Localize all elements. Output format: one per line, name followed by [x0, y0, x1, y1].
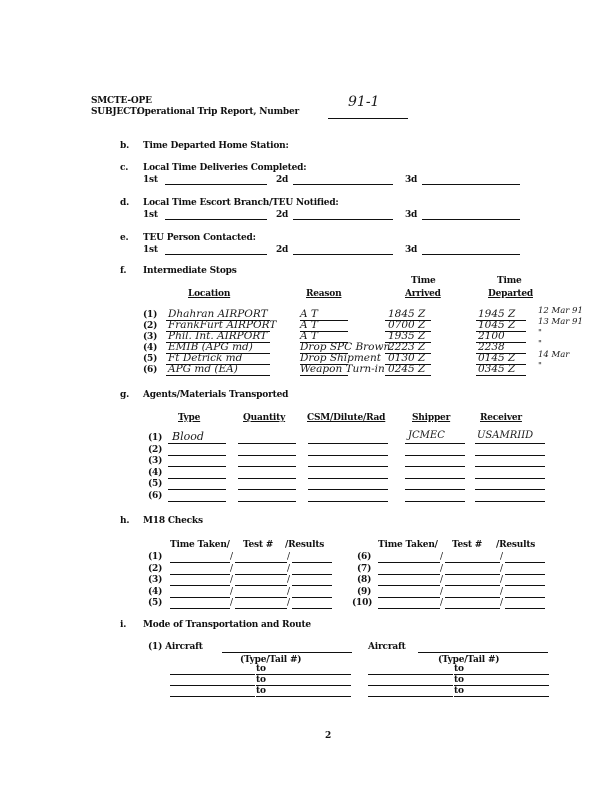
- d-3d-label: 3d: [405, 210, 418, 220]
- section-b-letter: b.: [120, 141, 130, 151]
- stop-note: 13 Mar 91: [538, 317, 583, 327]
- agent-type: Blood: [172, 430, 204, 443]
- agent-row-number: (1): [148, 433, 163, 443]
- m18-right-time-line: [378, 574, 440, 575]
- stop-arrived-line: [385, 375, 431, 376]
- agent-quantity-line: [238, 466, 296, 467]
- m18-right-slash-1: /: [440, 552, 443, 562]
- h-left-results-header: /Results: [285, 540, 325, 550]
- agent-type-line: [168, 501, 226, 502]
- e-2d-label: 2d: [276, 245, 289, 255]
- section-e-title: TEU Person Contacted:: [143, 233, 256, 243]
- agent-receiver-line: [475, 478, 545, 479]
- stop-departed: 1945 Z: [478, 308, 516, 320]
- m18-right-results-line: [505, 608, 545, 609]
- agent-csm-line: [308, 489, 388, 490]
- stop-reason-line: [300, 375, 348, 376]
- section-h-letter: h.: [120, 516, 130, 526]
- section-i-title: Mode of Transportation and Route: [143, 620, 311, 630]
- office-symbol: SMCTE-OPE: [91, 96, 152, 106]
- m18-left-row-number: (4): [148, 586, 163, 597]
- m18-right-slash-1: /: [440, 598, 443, 608]
- stop-departed: 0145 Z: [478, 352, 516, 364]
- route-left-to-line: [256, 685, 351, 686]
- m18-right-slash-2: /: [500, 563, 503, 574]
- f-departed-header-2: Departed: [488, 289, 533, 299]
- stop-row-number: (2): [143, 321, 158, 331]
- m18-left-row-number: (2): [148, 563, 163, 574]
- stop-note: ": [538, 328, 542, 338]
- agent-row-number: (5): [148, 479, 163, 489]
- m18-left-time-line: [170, 562, 230, 563]
- m18-right-time-line: [378, 562, 440, 563]
- route-right-to: to: [454, 686, 464, 696]
- m18-left-time-line: [170, 585, 230, 586]
- f-location-header: Location: [188, 289, 231, 299]
- route-right-to-line: [454, 674, 549, 675]
- section-c-letter: c.: [120, 163, 129, 173]
- m18-left-test-line: [235, 597, 287, 598]
- m18-left-slash-2: /: [287, 586, 290, 597]
- g-shipper-header: Shipper: [412, 413, 451, 423]
- stop-departed: 0345 Z: [478, 363, 516, 375]
- subject-text: Operational Trip Report, Number: [137, 107, 300, 117]
- g-quantity-header: Quantity: [243, 413, 286, 423]
- m18-left-slash-2: /: [287, 575, 290, 585]
- m18-left-row-number: (3): [148, 575, 163, 585]
- h-left-test-header: Test #: [243, 540, 274, 550]
- route-right-to-line: [454, 685, 549, 686]
- agent-shipper-line: [405, 466, 465, 467]
- m18-left-row-number: (5): [148, 598, 163, 608]
- route-left-to-line: [256, 674, 351, 675]
- m18-left-row-number: (1): [148, 552, 163, 562]
- m18-left-results-line: [292, 608, 332, 609]
- stop-row-number: (6): [143, 365, 158, 375]
- agent-shipper-line: [405, 478, 465, 479]
- stop-row-number: (5): [143, 354, 158, 364]
- m18-right-test-line: [445, 585, 500, 586]
- m18-left-test-line: [235, 608, 287, 609]
- f-arrived-header-2: Arrived: [405, 289, 441, 299]
- stop-arrived: 0245 Z: [388, 363, 426, 375]
- m18-right-slash-2: /: [500, 575, 503, 585]
- stop-reason: Drop Shipment: [300, 352, 382, 364]
- e-1st-label: 1st: [143, 245, 158, 255]
- stop-row-number: (3): [143, 332, 158, 342]
- m18-left-results-line: [292, 597, 332, 598]
- agent-receiver-line: [475, 443, 545, 444]
- agent-receiver: USAMRIID: [477, 430, 534, 441]
- h-left-time-header: Time Taken/: [170, 540, 230, 550]
- m18-right-row-number: (10): [352, 598, 373, 608]
- stop-location: EMIB (APG md): [168, 341, 253, 353]
- e-3d-line: [422, 254, 520, 255]
- stop-arrived: 0700 Z: [388, 319, 426, 331]
- d-1st-label: 1st: [143, 210, 158, 220]
- stop-arrived: 1935 Z: [388, 330, 426, 342]
- stop-note: ": [538, 339, 542, 349]
- agent-type-line: [168, 489, 226, 490]
- m18-right-slash-1: /: [440, 575, 443, 585]
- m18-right-results-line: [505, 562, 545, 563]
- m18-left-slash-1: /: [230, 575, 233, 585]
- agent-csm-line: [308, 466, 388, 467]
- report-number: 91-1: [348, 94, 380, 110]
- agent-shipper-line: [405, 455, 465, 456]
- stop-row-number: (1): [143, 310, 158, 320]
- m18-left-slash-2: /: [287, 598, 290, 608]
- stop-departed: 2100: [478, 330, 505, 342]
- agent-row-number: (6): [148, 490, 163, 501]
- stop-note: 14 Mar: [538, 350, 570, 360]
- d-3d-line: [422, 219, 520, 220]
- section-d-letter: d.: [120, 198, 130, 208]
- c-2d-line: [293, 184, 393, 185]
- m18-right-row-number: (9): [357, 586, 372, 597]
- agent-type-line: [168, 466, 226, 467]
- route-right-to-line: [454, 696, 549, 697]
- stop-note: ": [538, 361, 542, 371]
- m18-left-slash-1: /: [230, 598, 233, 608]
- stop-location: Phil. Int. AIRPORT: [168, 330, 268, 342]
- c-3d-line: [422, 184, 520, 185]
- route-left-to-line: [256, 696, 351, 697]
- stop-arrived: 2223 Z: [388, 341, 426, 353]
- agent-type-line: [168, 443, 226, 444]
- section-f-letter: f.: [120, 266, 127, 276]
- c-2d-label: 2d: [276, 175, 289, 185]
- agent-quantity-line: [238, 489, 296, 490]
- stop-departed-line: [476, 375, 526, 376]
- route-right-from-line: [368, 674, 453, 675]
- agent-csm-line: [308, 478, 388, 479]
- m18-left-time-line: [170, 608, 230, 609]
- stop-reason: Weapon Turn-in: [300, 363, 385, 375]
- route-left-from-line: [170, 685, 255, 686]
- aircraft-1-type-tail: (Type/Tail #): [240, 655, 302, 665]
- agent-quantity-line: [238, 478, 296, 479]
- route-right-to: to: [454, 664, 464, 674]
- aircraft-2-line: [418, 652, 548, 653]
- m18-right-results-line: [505, 585, 545, 586]
- f-arrived-header-1: Time: [411, 276, 436, 286]
- m18-right-time-line: [378, 597, 440, 598]
- m18-left-slash-2: /: [287, 552, 290, 562]
- d-2d-line: [293, 219, 393, 220]
- stop-reason: A T: [300, 330, 318, 342]
- e-3d-label: 3d: [405, 245, 418, 255]
- aircraft-2-type-tail: (Type/Tail #): [438, 655, 500, 665]
- agent-shipper-line: [405, 443, 465, 444]
- h-right-time-header: Time Taken/: [378, 540, 438, 550]
- agent-type-line: [168, 478, 226, 479]
- e-1st-line: [165, 254, 267, 255]
- c-1st-label: 1st: [143, 175, 158, 185]
- agent-shipper-line: [405, 501, 465, 502]
- m18-left-results-line: [292, 574, 332, 575]
- aircraft-1-label: (1) Aircraft: [148, 642, 203, 652]
- m18-right-time-line: [378, 608, 440, 609]
- route-left-to: to: [256, 664, 266, 674]
- route-left-from-line: [170, 674, 255, 675]
- m18-left-slash-1: /: [230, 563, 233, 574]
- m18-right-row-number: (7): [357, 563, 372, 574]
- section-b-title: Time Departed Home Station:: [143, 141, 289, 151]
- agent-shipper-line: [405, 489, 465, 490]
- m18-left-results-line: [292, 562, 332, 563]
- stop-reason: A T: [300, 319, 318, 331]
- m18-right-slash-1: /: [440, 563, 443, 574]
- agent-csm-line: [308, 455, 388, 456]
- agent-csm-line: [308, 443, 388, 444]
- stop-location: APG md (EA): [168, 363, 238, 375]
- agent-receiver-line: [475, 455, 545, 456]
- agent-shipper: JCMEC: [408, 430, 445, 441]
- g-type-header: Type: [178, 413, 201, 423]
- agent-quantity-line: [238, 455, 296, 456]
- stop-location: FrankFurt AIRPORT: [168, 319, 277, 331]
- m18-left-test-line: [235, 562, 287, 563]
- m18-right-test-line: [445, 608, 500, 609]
- f-reason-header: Reason: [306, 289, 342, 299]
- stop-arrived: 1845 Z: [388, 308, 426, 320]
- g-receiver-header: Receiver: [480, 413, 522, 423]
- section-i-letter: i.: [120, 620, 127, 630]
- f-departed-header-1: Time: [497, 276, 522, 286]
- m18-right-slash-2: /: [500, 552, 503, 562]
- stop-departed: 1045 Z: [478, 319, 516, 331]
- stop-reason: Drop SPC Brown: [300, 341, 391, 353]
- m18-right-test-line: [445, 574, 500, 575]
- stop-reason: A T: [300, 308, 318, 320]
- m18-left-time-line: [170, 574, 230, 575]
- stop-note: 12 Mar 91: [538, 306, 583, 316]
- agent-quantity-line: [238, 443, 296, 444]
- m18-right-time-line: [378, 585, 440, 586]
- m18-right-row-number: (8): [357, 575, 372, 585]
- m18-left-slash-2: /: [287, 563, 290, 574]
- m18-right-slash-1: /: [440, 586, 443, 597]
- route-right-to: to: [454, 675, 464, 685]
- m18-right-results-line: [505, 597, 545, 598]
- route-left-from-line: [170, 696, 255, 697]
- m18-left-slash-1: /: [230, 552, 233, 562]
- d-1st-line: [165, 219, 267, 220]
- page-number: 2: [325, 731, 332, 741]
- e-2d-line: [293, 254, 393, 255]
- section-d-title: Local Time Escort Branch/TEU Notified:: [143, 198, 339, 208]
- m18-right-test-line: [445, 597, 500, 598]
- m18-right-slash-2: /: [500, 598, 503, 608]
- route-right-from-line: [368, 685, 453, 686]
- section-g-letter: g.: [120, 390, 130, 400]
- m18-right-test-line: [445, 562, 500, 563]
- m18-left-slash-1: /: [230, 586, 233, 597]
- m18-right-slash-2: /: [500, 586, 503, 597]
- h-right-test-header: Test #: [452, 540, 483, 550]
- agent-type-line: [168, 455, 226, 456]
- m18-left-time-line: [170, 597, 230, 598]
- agent-row-number: (4): [148, 467, 163, 478]
- stop-arrived: 0130 Z: [388, 352, 426, 364]
- report-number-line: [328, 118, 408, 119]
- agent-receiver-line: [475, 489, 545, 490]
- c-1st-line: [165, 184, 267, 185]
- agent-quantity-line: [238, 501, 296, 502]
- g-csm-header: CSM/Dilute/Rad: [307, 413, 386, 423]
- section-e-letter: e.: [120, 233, 129, 243]
- agent-row-number: (3): [148, 456, 163, 466]
- stop-location-line: [166, 375, 270, 376]
- section-h-title: M18 Checks: [143, 516, 203, 526]
- m18-left-results-line: [292, 585, 332, 586]
- subject-label: SUBJECT:: [91, 107, 140, 117]
- aircraft-2-label: Aircraft: [368, 642, 406, 652]
- aircraft-1-line: [222, 652, 352, 653]
- section-c-title: Local Time Deliveries Completed:: [143, 163, 307, 173]
- route-left-to: to: [256, 675, 266, 685]
- m18-left-test-line: [235, 574, 287, 575]
- stop-location: Dhahran AIRPORT: [168, 308, 268, 320]
- h-right-results-header: /Results: [496, 540, 536, 550]
- agent-csm-line: [308, 501, 388, 502]
- agent-receiver-line: [475, 466, 545, 467]
- m18-right-row-number: (6): [357, 552, 372, 562]
- section-g-title: Agents/Materials Transported: [143, 390, 289, 400]
- stop-row-number: (4): [143, 343, 158, 353]
- m18-right-results-line: [505, 574, 545, 575]
- c-3d-label: 3d: [405, 175, 418, 185]
- d-2d-label: 2d: [276, 210, 289, 220]
- agent-row-number: (2): [148, 444, 163, 455]
- section-f-title: Intermediate Stops: [143, 266, 237, 276]
- m18-left-test-line: [235, 585, 287, 586]
- stop-location: Ft Detrick md: [168, 352, 243, 364]
- route-right-from-line: [368, 696, 453, 697]
- agent-receiver-line: [475, 501, 545, 502]
- route-left-to: to: [256, 686, 266, 696]
- stop-departed: 2238: [478, 341, 505, 353]
